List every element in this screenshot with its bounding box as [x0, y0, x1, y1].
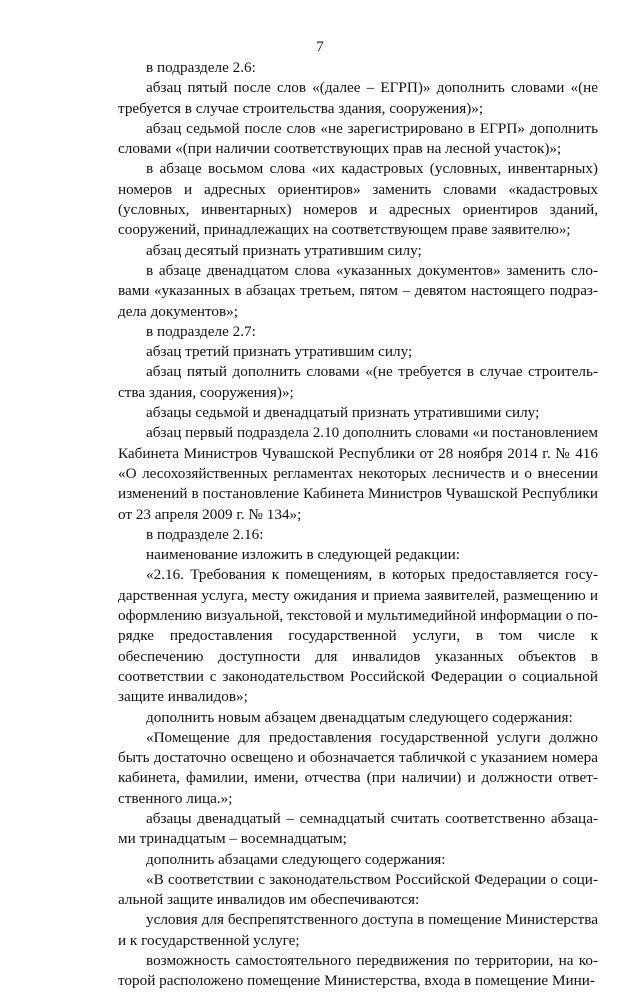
paragraph: «В соответствии с законодательством Российской Федерации о социальной защите инвалидов им обеспечиваются:	[118, 870, 598, 909]
paragraph: абзацы седьмой и двенадцатый признать утратившими силу;	[146, 404, 540, 422]
paragraph: абзац третий признать утратившим силу;	[146, 343, 413, 361]
paragraph: условия для беспрепятственного доступа в помещение Министерства и к государственной услуге;	[118, 911, 598, 949]
paragraph: «Помещение для предоставления государственной услуги должно быть достаточно освещено и обозначается табличкой с указанием номера кабинета, фамилии, имени, отчества (при наличии) и должности ответственного лица.»;	[118, 728, 598, 807]
paragraph: в подразделе 2.7:	[146, 322, 256, 340]
paragraph: в подразделе 2.16:	[146, 525, 264, 543]
paragraph: «2.16. Требования к помещениям, в которых предоставляется государственная услуга, месту ожидания и приема заявителей, размещению и оформлению визуальной, текстовой и мультимедийной информации о порядке предоставления государственной услуги, в том числе к обеспечению доступности для инвалидов указанных объектов в соответствии с законодательством Российской Федерации о социальной защите инвалидов»;	[118, 566, 598, 706]
paragraph: возможность самостоятельного передвижения по территории, на которой расположено помещение Министерства, входа в помещение Мини-	[118, 952, 598, 990]
document-body	[118, 58, 598, 992]
paragraph: абзацы двенадцатый – семнадцатый считать соответственно абзацами тринадцатым – восемнадцатым;	[118, 809, 598, 848]
paragraph: абзац десятый признать утратившим силу;	[146, 241, 422, 259]
page-number: 7	[316, 39, 324, 55]
paragraph: абзац седьмой после слов «не зарегистрировано в ЕГРП» дополнить словами «(при наличии соответствующих прав на лесной участок)»;	[118, 119, 598, 158]
paragraph: абзац пятый после слов «(далее – ЕГРП)» дополнить словами «(не требуется в случае строительства здания, сооружения)»;	[118, 79, 598, 117]
paragraph: дополнить абзацами следующего содержания:	[146, 850, 446, 868]
paragraph: абзац первый подраздела 2.10 дополнить словами «и постановлением Кабинета Министров Чувашской Республики от 28 ноября 2014 г. № 416 «О лесохозяйственных регламентах некоторых лесничеств и о внесении изменений в постановление Кабинета Министров Чувашской Республики от 23 апреля 2009 г. № 134»;	[118, 424, 598, 523]
paragraph: в подразделе 2.6:	[146, 59, 256, 76]
paragraph: дополнить новым абзацем двенадцатым следующего содержания:	[146, 708, 573, 726]
paragraph: абзац пятый дополнить словами «(не требуется в случае строительства здания, сооружения)»;	[118, 363, 598, 401]
paragraph: наименование изложить в следующей редакции:	[146, 546, 460, 564]
paragraph: в абзаце двенадцатом слова «указанных документов» заменить словами «указанных в абзацах третьем, пятом – девятом настоящего подраздела документов»;	[118, 261, 598, 320]
paragraph: в абзаце восьмом слова «их кадастровых (условных, инвентарных) номеров и адресных ориентиров» заменить словами «кадастровых (условных, инвентарных) номеров и адресных ориентиров зданий, сооружений, принадлежащих на соответствующем праве заявителю»;	[118, 160, 598, 239]
